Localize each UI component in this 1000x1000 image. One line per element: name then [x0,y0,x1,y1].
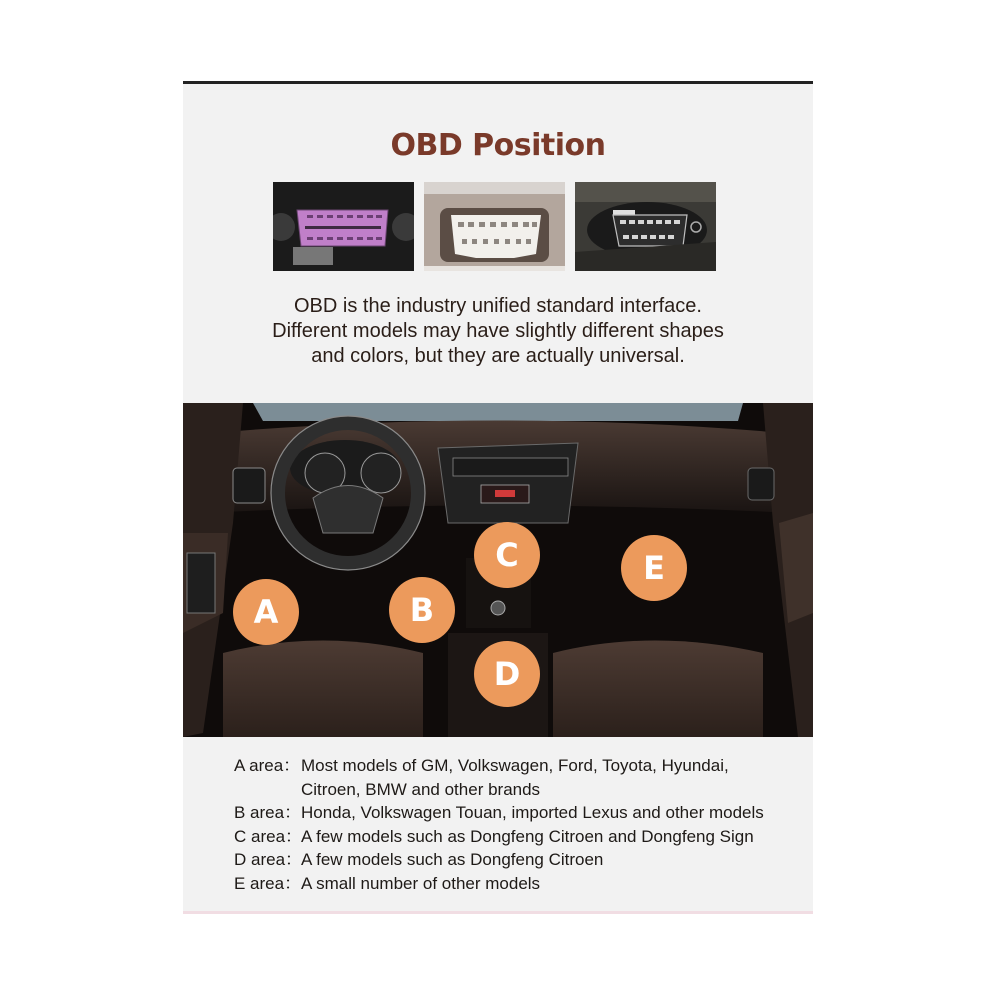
area-description: A small number of other models [301,873,541,893]
description-line: and colors, but they are actually universal. [311,345,685,367]
area-description: A few models such as Dongfeng Citroen [301,850,604,869]
area-e-marker: E [621,535,687,601]
area-description: A few models such as Dongfeng Citroen and Dongfeng Sign [301,826,754,846]
area-a-marker: A [233,579,299,645]
black-obd-connector-image [575,182,716,271]
area-b-marker: B [389,577,455,643]
area-a-row [234,754,764,778]
area-label: C area： [234,826,303,846]
area-description: Most models of GM, Volkswagen, Ford, Toyota, Hyundai, [301,756,729,775]
page-title: OBD Position [390,128,606,163]
purple-obd-connector-image [273,182,414,271]
connector-image-row [273,182,718,272]
car-interior-image [183,403,813,737]
area-d-marker: D [474,641,540,707]
area-label: E area： [234,873,302,893]
area-label: D area： [234,850,303,869]
area-list [234,754,764,895]
description [183,294,813,369]
area-a-continuation: Citroen, BMW and other brands [301,779,541,799]
area-label: A area： [234,756,301,775]
area-description: Honda, Volkswagen Touan, imported Lexus and other models [301,803,764,822]
area-b-row [234,801,764,825]
white-obd-connector-image [424,182,565,271]
description-line: Different models may have slightly different shapes [272,320,724,342]
area-c-row [234,825,764,849]
area-c-marker: C [474,522,540,588]
area-label: B area： [234,803,302,822]
area-e-row [234,872,764,896]
description-line: OBD is the industry unified standard interface. [294,295,702,317]
area-d-row [234,848,764,872]
obd-position-panel [183,81,813,914]
